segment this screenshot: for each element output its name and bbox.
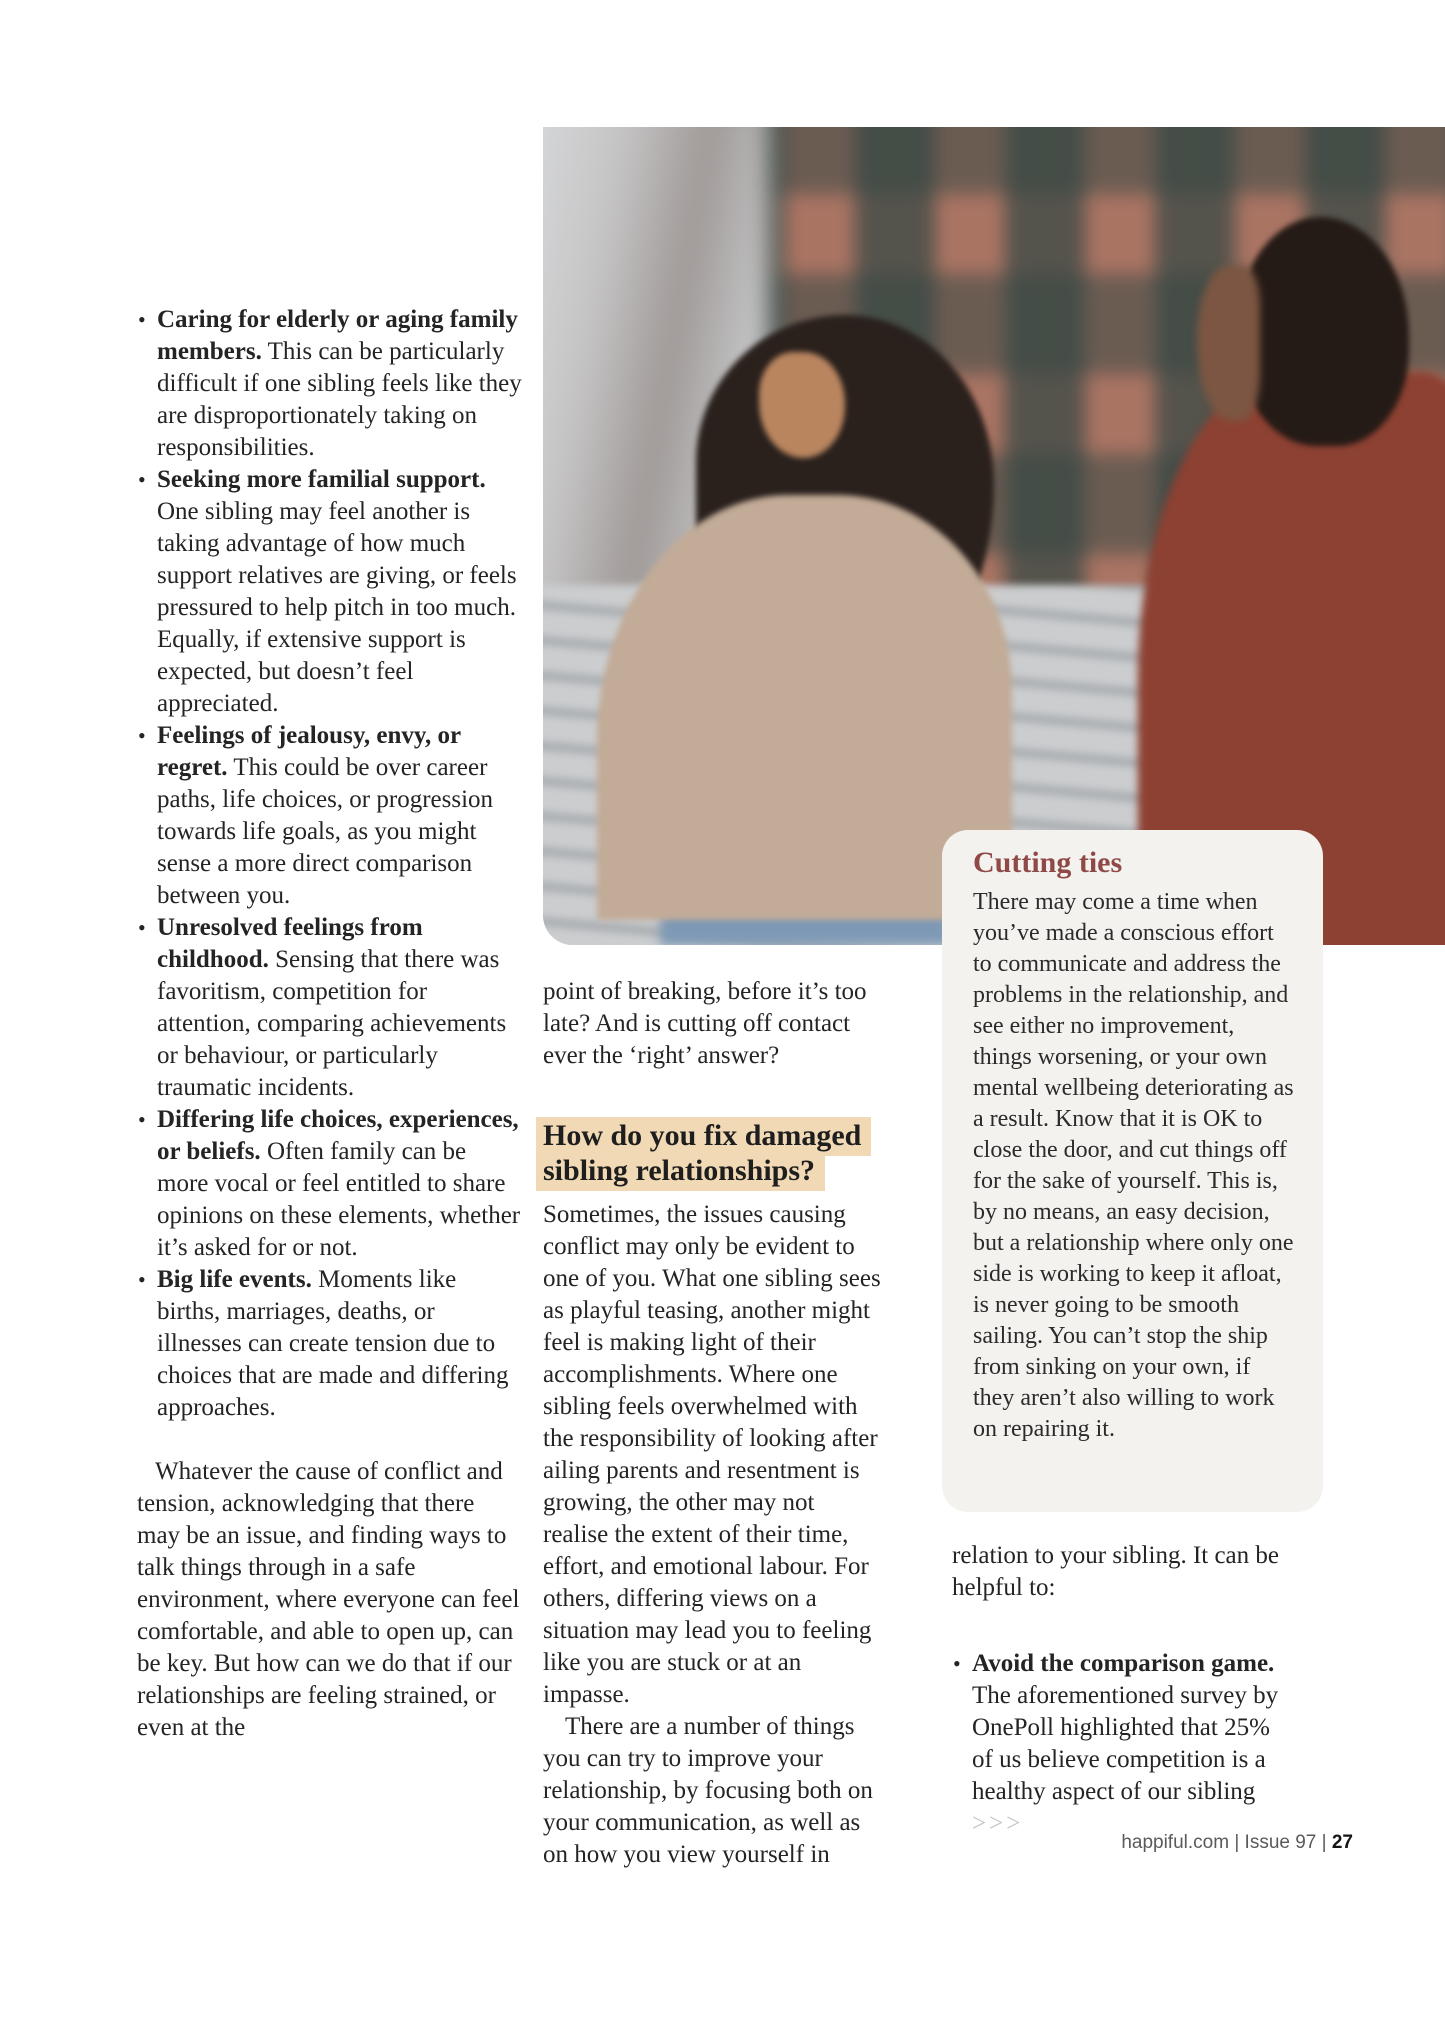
- box-body: There may come a time when you’ve made a conscious effort to communicate and address the problems in the relationship, and see either no improvement, things worsening, or your own mental wellbeing deteriorating as a result. Know that it is OK to close the door, and cut things off for the sake of yourself. This is, by no means, an easy decision, but a relationship where only one side is working to keep it afloat, is never going to be smooth sailing. You can’t stop the ship from sinking on your own, if they aren’t also willing to work on repairing it.: [973, 889, 1294, 1442]
- bullet-item: [137, 720, 523, 912]
- footer-site-text: happiful.com | Issue 97 |: [1121, 1832, 1332, 1853]
- bullet-item: [952, 1648, 1290, 1840]
- article-photo: [543, 127, 1445, 945]
- bullet-lead: Feelings of jealousy, envy, or regret.: [157, 722, 461, 781]
- bullet-item: [137, 304, 523, 464]
- bullet-text: Often family can be more vocal or feel entitled to share opinions on these elements, whether it’s asked for or not.: [157, 1138, 521, 1261]
- continuation-paragraph: point of breaking, before it’s too late? And is cutting off contact ever the ‘right’ answer?: [543, 978, 867, 1069]
- bullet-item: [137, 1104, 523, 1264]
- bullet-text: The aforementioned survey by OnePoll highlighted that 25% of us believe competition is a healthy aspect of our sibling: [972, 1682, 1279, 1805]
- left-column: [137, 304, 523, 1744]
- bullet-text: Sensing that there was favoritism, competition for attention, comparing achievements or behaviour, or particularly traumatic incidents.: [157, 946, 507, 1101]
- body-paragraph: There are a number of things you can try to improve your relationship, by focusing both on your communication, as well as on how you view yourself in: [543, 1713, 873, 1868]
- bullet-lead: Caring for elderly or aging family members.: [157, 306, 518, 365]
- continuation-paragraph: relation to your sibling. It can be helpful to:: [952, 1542, 1280, 1601]
- bullet-text: This could be over career paths, life choices, or progression towards life goals, as you might sense a more direct comparison between you.: [157, 754, 494, 909]
- bullet-item: [137, 1264, 523, 1424]
- bullet-text: Moments like births, marriages, deaths, or illnesses can create tension due to choices that are made and differing approaches.: [157, 1266, 509, 1421]
- woman-face: [759, 352, 845, 458]
- bullet-lead: Big life events.: [157, 1266, 312, 1293]
- bullet-item: [137, 912, 523, 1104]
- bullet-text: One sibling may feel another is taking advantage of how much support relatives are giving, or feels pressured to help pitch in too much. Equally, if extensive support is expected, but doesn’t feel appreciated.: [157, 498, 517, 717]
- bullet-lead: Avoid the comparison game.: [972, 1650, 1275, 1677]
- continuation-marker: >>>: [972, 1810, 1024, 1837]
- bullet-text: This can be particularly difficult if one sibling feels like they are disproportionately taking on responsibilities.: [157, 338, 522, 461]
- bullet-item: [137, 464, 523, 720]
- footer-page-number: 27: [1331, 1832, 1353, 1853]
- bullet-lead: Seeking more familial support.: [157, 466, 486, 493]
- right-column: [952, 1540, 1290, 1840]
- man-face: [1197, 266, 1260, 421]
- bullet-lead: Unresolved feelings from childhood.: [157, 914, 423, 973]
- middle-column: [543, 976, 884, 1871]
- body-paragraph: Sometimes, the issues causing conflict may only be evident to one of you. What one sibling sees as playful teasing, another might feel is making light of their accomplishments. Where one sibling feels overwhelmed with the responsibility of looking after ailing parents and resentment is growing, the other may not realise the extent of their time, effort, and emotional labour. For others, differing views on a situation may lead you to feeling like you are stuck or at an impasse.: [543, 1201, 881, 1708]
- closing-paragraph: Whatever the cause of conflict and tension, acknowledging that there may be an issue, and finding ways to talk things through in a safe environment, where everyone can feel comfortable, and able to open up, can be key. But how can we do that if our relationships are feeling strained, or even at the: [137, 1458, 520, 1741]
- section-heading: [543, 1118, 884, 1188]
- bullet-lead: Differing life choices, experiences, or beliefs.: [157, 1106, 519, 1165]
- page-footer: [1121, 1832, 1353, 1854]
- cutting-ties-box: [942, 830, 1323, 1512]
- heading-highlight: How do you fix damaged sibling relationships?: [536, 1117, 871, 1191]
- box-title: Cutting ties: [973, 846, 1123, 879]
- man-head: [1238, 217, 1409, 446]
